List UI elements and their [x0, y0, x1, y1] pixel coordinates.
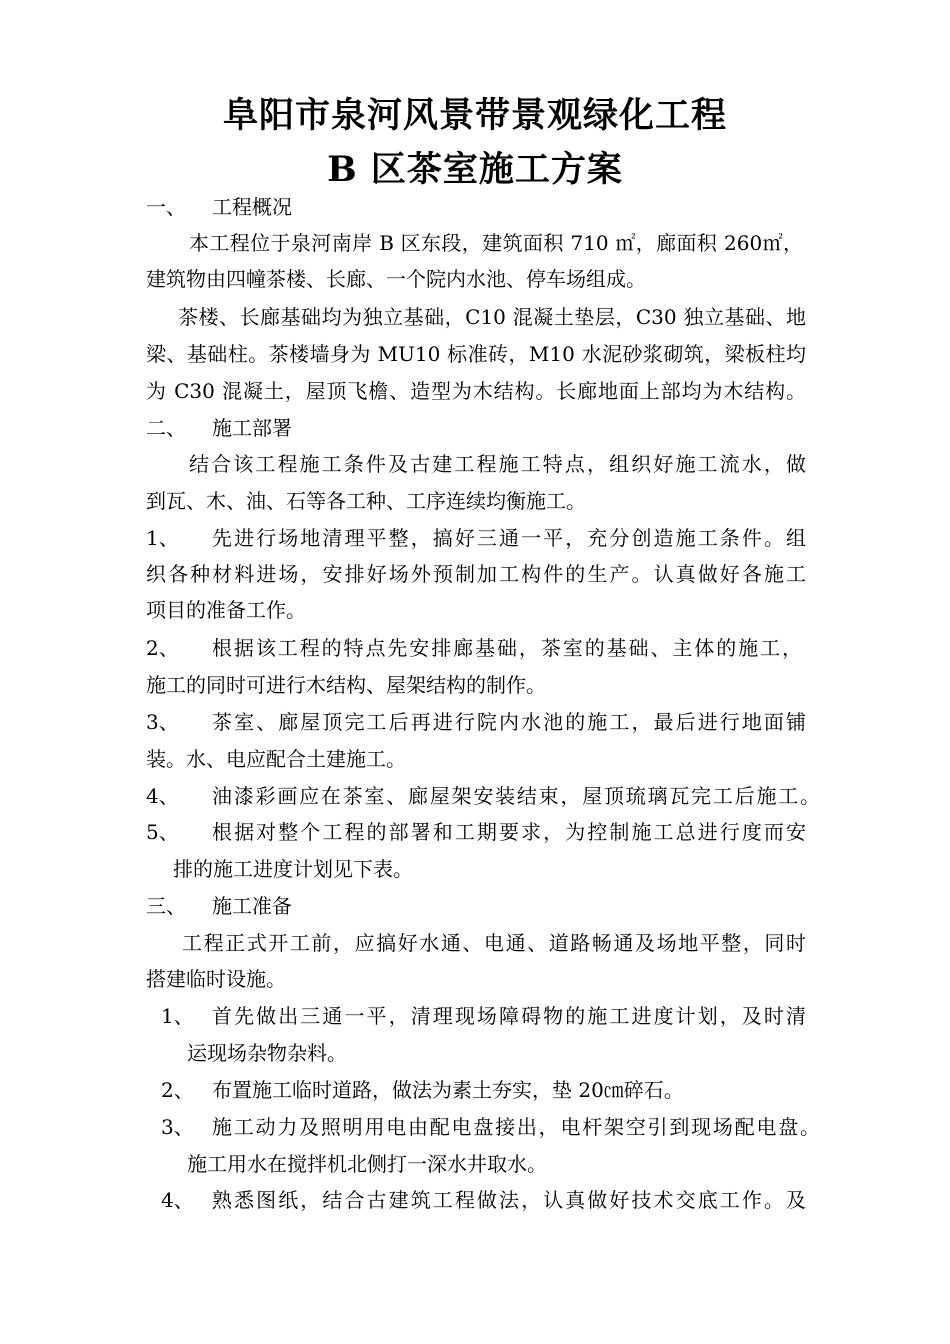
section-2-intro-line-1: 结合该工程施工条件及古建工程施工特点，组织好施工流水，做 [189, 452, 806, 476]
section-2-item-1-number: 1、 [146, 526, 179, 550]
section-1-heading: 工程概况 [212, 195, 292, 219]
section-2-number: 二、 [146, 416, 186, 440]
section-2-item-5-line-1: 根据对整个工程的部署和工期要求，为控制施工总进行度而安 [212, 820, 806, 844]
section-3-intro-line-2: 搭建临时设施。 [146, 967, 286, 991]
section-3-item-3-line-1: 施工动力及照明用电由配电盘接出，电杆架空引到现场配电盘。 [212, 1115, 820, 1139]
document-title-line-1: 阜阳市泉河风景带景观绿化工程 [222, 95, 727, 136]
section-2-item-3-number: 3、 [146, 710, 179, 734]
section-2-item-1-line-2: 织各种材料进场，安排好场外预制加工构件的生产。认真做好各施工 [146, 562, 806, 586]
section-1-number: 一、 [146, 195, 186, 219]
section-2-item-1-line-1: 先进行场地清理平整，搞好三通一平，充分创造施工条件。组 [212, 526, 806, 550]
section-3-heading: 施工准备 [212, 894, 292, 918]
document-title-line-2: B 区茶室施工方案 [327, 149, 623, 190]
section-2-item-2-line-1: 根据该工程的特点先安排廊基础，茶室的基础、主体的施工， [212, 636, 802, 660]
section-1-p1-line-1: 本工程位于泉河南岸 B 区东段，建筑面积 710 ㎡，廊面积 260㎡， [189, 231, 803, 255]
section-1-p1-line-2: 建筑物由四幢茶楼、长廊、一个院内水池、停车场组成。 [146, 267, 646, 291]
section-3-intro-line-1: 工程正式开工前，应搞好水通、电通、道路畅通及场地平整，同时 [182, 931, 806, 955]
section-2-item-5-line-2: 排的施工进度计划见下表。 [173, 857, 413, 881]
section-1-p2-line-3: 为 C30 混凝土，屋顶飞檐、造型为木结构。长廊地面上部均为木结构。 [146, 379, 806, 403]
section-2-item-3-line-2: 装。水、电应配合土建施工。 [146, 747, 406, 771]
section-3-item-1-line-2: 运现场杂物杂料。 [187, 1041, 347, 1065]
section-2-item-2-line-2: 施工的同时可进行木结构、屋架结构的制作。 [146, 673, 546, 697]
section-3-item-3-number: 3、 [161, 1115, 194, 1139]
section-2-item-4-line-1: 油漆彩画应在茶室、廊屋架安装结束，屋顶琉璃瓦完工后施工。 [212, 784, 820, 808]
section-1-p2-line-1: 茶楼、长廊基础均为独立基础，C10 混凝土垫层，C30 独立基础、地 [178, 305, 806, 329]
section-2-item-5-number: 5、 [146, 820, 179, 844]
section-3-item-2-line-1: 布置施工临时道路，做法为素土夯实，垫 20㎝碎石。 [212, 1078, 684, 1102]
section-2-item-1-line-3: 项目的准备工作。 [146, 598, 306, 622]
section-3-item-1-number: 1、 [161, 1004, 194, 1028]
section-3-item-2-number: 2、 [161, 1078, 194, 1102]
section-2-item-4-number: 4、 [146, 784, 179, 808]
section-2-item-2-number: 2、 [146, 636, 179, 660]
section-2-item-3-line-1: 茶室、廊屋顶完工后再进行院内水池的施工，最后进行地面铺 [212, 710, 806, 734]
section-3-item-3-line-2: 施工用水在搅拌机北侧打一深水井取水。 [187, 1152, 547, 1176]
section-3-item-4-number: 4、 [161, 1188, 194, 1212]
section-3-item-1-line-1: 首先做出三通一平，清理现场障碍物的施工进度计划，及时清 [212, 1004, 806, 1028]
section-2-heading: 施工部署 [212, 416, 292, 440]
section-1-p2-line-2: 梁、基础柱。茶楼墙身为 MU10 标准砖，M10 水泥砂浆砌筑，梁板柱均 [146, 342, 806, 366]
section-3-item-4-line-1: 熟悉图纸，结合古建筑工程做法，认真做好技术交底工作。及 [212, 1188, 806, 1212]
section-2-intro-line-2: 到瓦、木、油、石等各工种、工序连续均衡施工。 [146, 489, 586, 513]
section-3-number: 三、 [146, 894, 186, 918]
